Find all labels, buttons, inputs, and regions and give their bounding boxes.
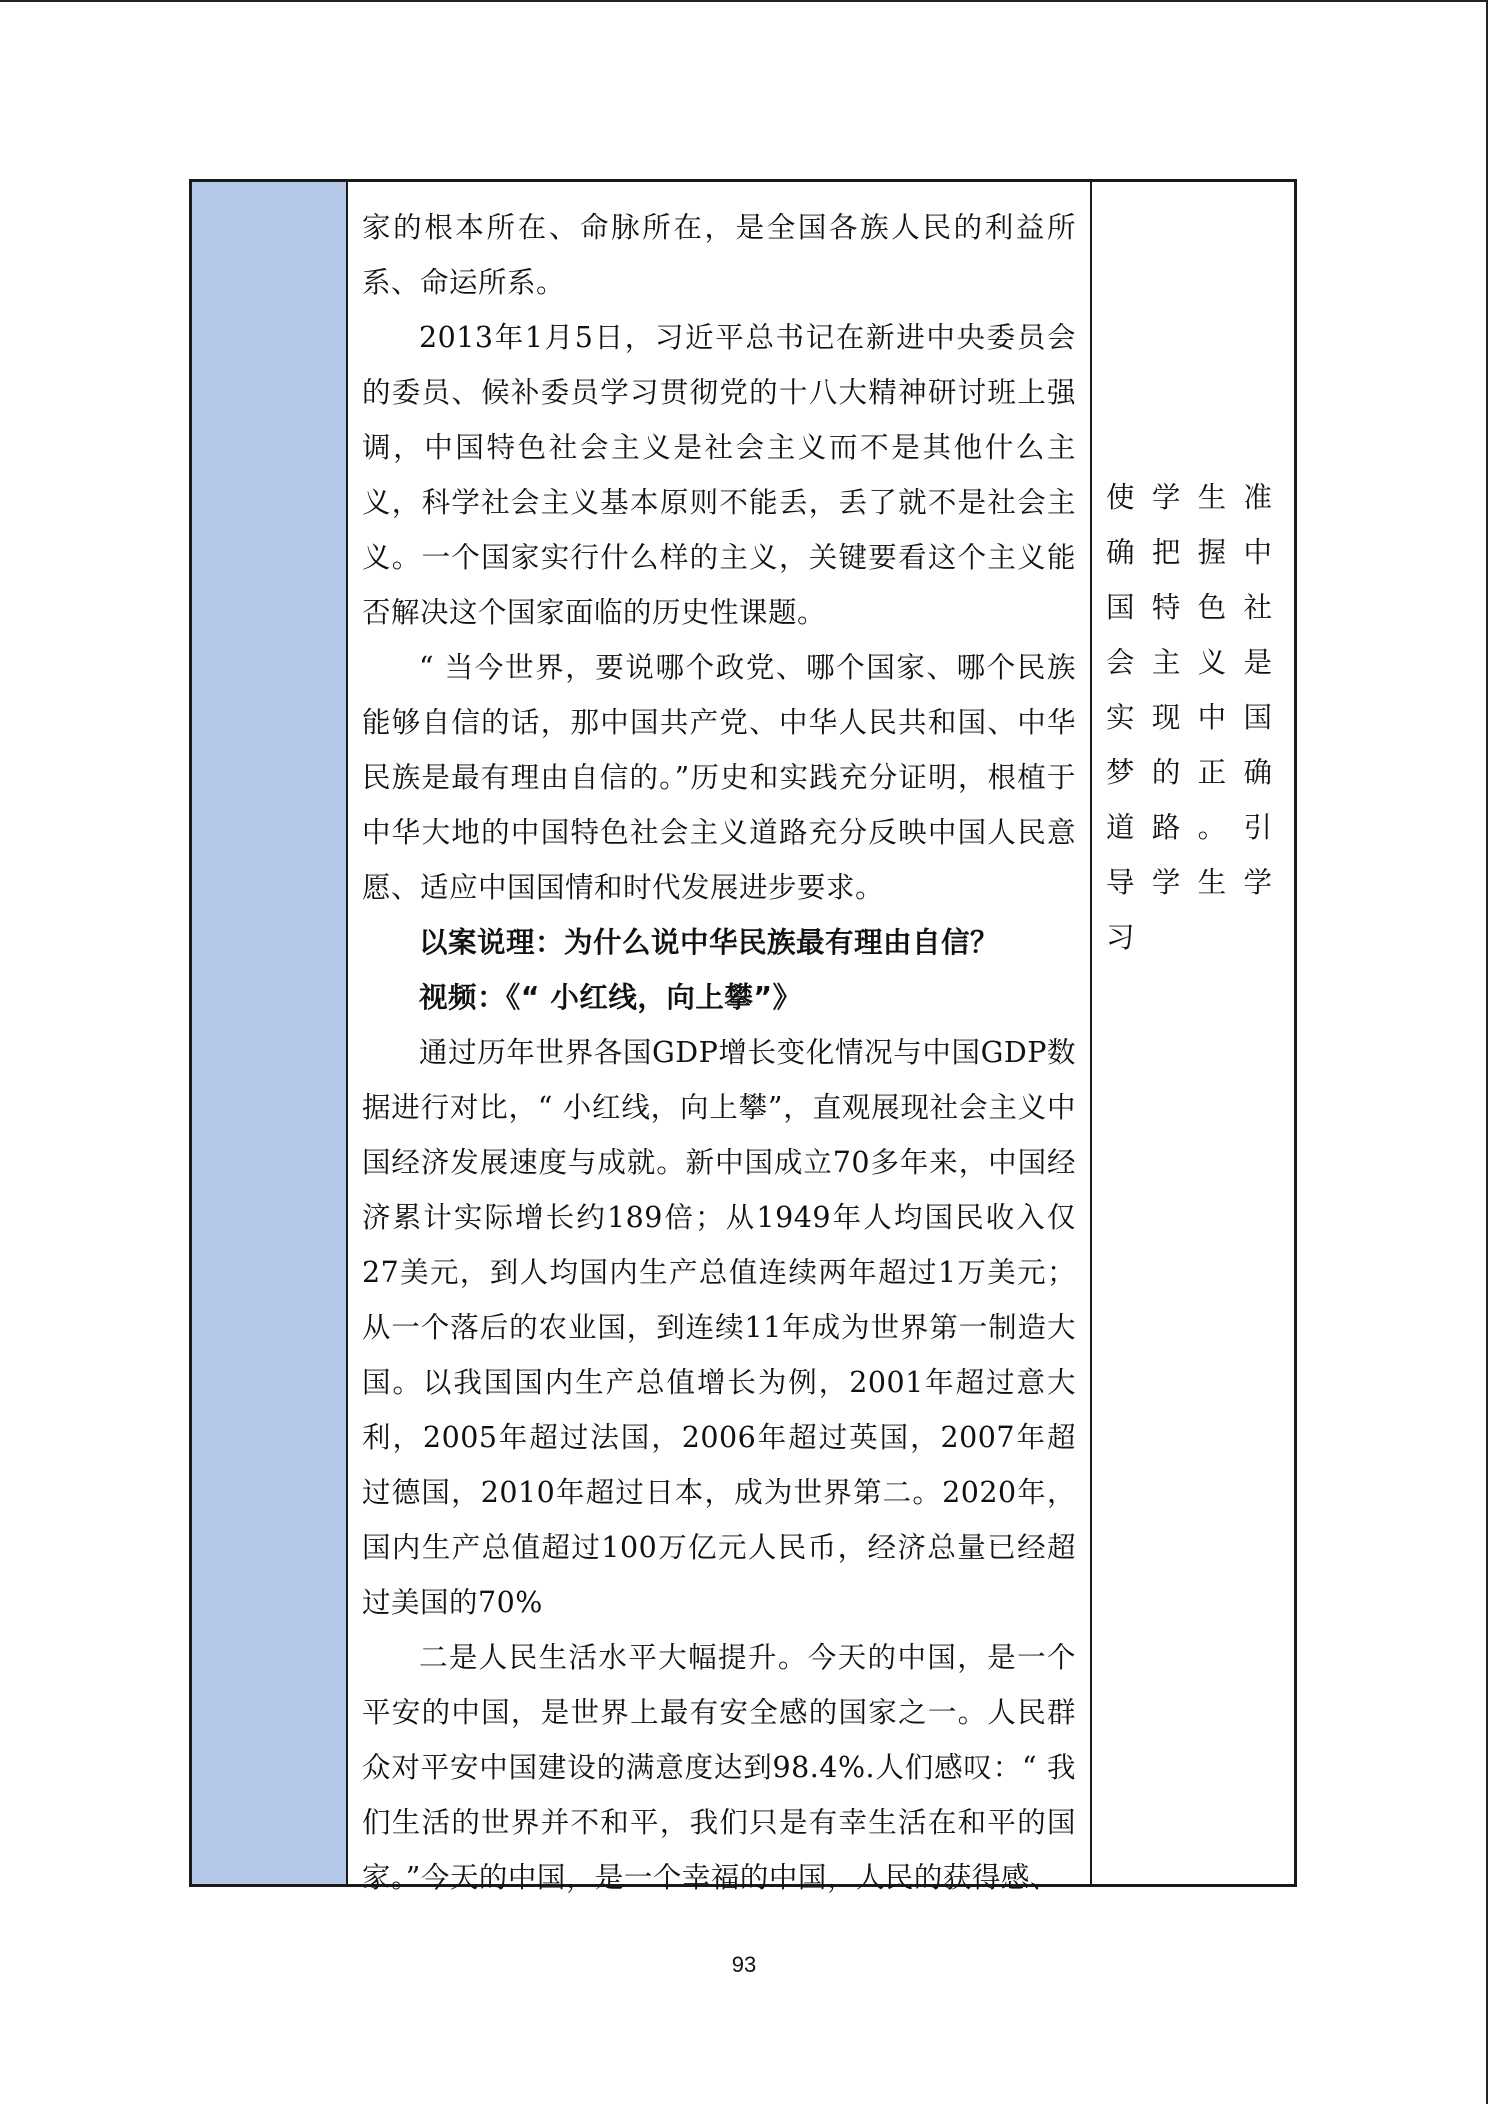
content-paragraph: 二是人民生活水平大幅提升。今天的中国，是一个平安的中国，是世界上最有安全感的国家之一。人民群众对平安中国建设的满意度达到98.4%.人们感叹：“ 我们生活的世界并不和平，我们只是有幸生活在和平的国家。”今天的中国，是一个幸福的中国，人民的获得感、 <box>362 1641 1076 1894</box>
video-heading: 视频：《“ 小红线，向上攀”》 <box>419 981 802 1014</box>
section-column <box>192 182 348 1884</box>
case-heading: 以案说理：为什么说中华民族最有理由自信？ <box>419 926 1000 959</box>
page-number: 93 <box>731 1952 757 1977</box>
content-paragraph: “ 当今世界，要说哪个政党、哪个国家、哪个民族能够自信的话，那中国共产党、中华人民共和国、中华民族是最有理由自信的。”历史和实践充分证明，根植于中华大地的中国特色社会主义道路充分反映中国人民意愿、适应中国国情和时代发展进步要求。 <box>362 651 1076 904</box>
page-top-border <box>0 0 1486 3</box>
design-intent-cell <box>1092 182 1294 1884</box>
design-intent-text: 使学生准确把握中国特色社会主义是实现中国梦的正确道路。引导学生学习 <box>1106 481 1280 954</box>
teaching-content-cell <box>348 182 1092 1894</box>
content-paragraph: 通过历年世界各国GDP增长变化情况与中国GDP数据进行对比，“ 小红线，向上攀”，直观展现社会主义中国经济发展速度与成就。新中国成立70多年来，中国经济累计实际增长约189倍；从1949年人均国民收入仅27美元，到人均国内生产总值连续两年超过1万美元；从一个落后的农业国，到连续11年成为世界第一制造大国。以我国国内生产总值增长为例，2001年超过意大利，2005年超过法国，2006年超过英国，2007年超过德国，2010年超过日本，成为世界第二。2020年，国内生产总值超过100万亿元人民币，经济总量已经超过美国的70% <box>362 1036 1076 1619</box>
lesson-plan-table <box>189 179 1297 1894</box>
content-paragraph: 家的根本所在、命脉所在，是全国各族人民的利益所系、命运所系。 <box>362 211 1076 299</box>
content-paragraph: 2013年1月5日，习近平总书记在新进中央委员会的委员、候补委员学习贯彻党的十八大精神研讨班上强调，中国特色社会主义是社会主义而不是其他什么主义，科学社会主义基本原则不能丢，丢了就不是社会主义。一个国家实行什么样的主义，关键要看这个主义能否解决这个国家面临的历史性课题。 <box>362 321 1076 629</box>
